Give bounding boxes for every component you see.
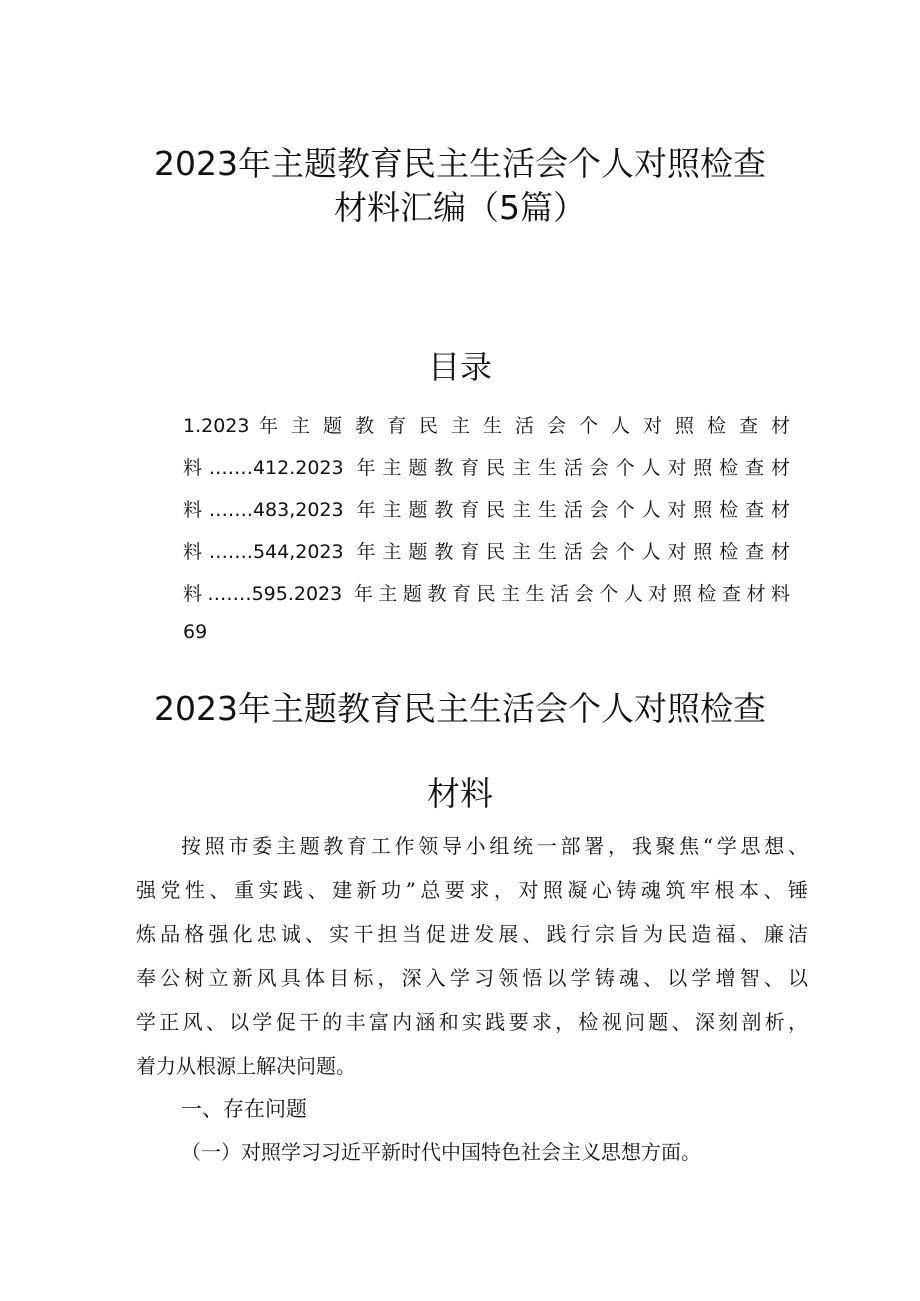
- paragraph-line: 按照市委主题教育工作领导小组统一部署，我聚焦“学思想、: [181, 834, 808, 858]
- toc-line: 料.……412.2023 年主题教育民主生活会个人对照检查材: [183, 457, 790, 479]
- toc-line: 料.……595.2023 年主题教育民主生活会个人对照检查材料: [183, 583, 790, 605]
- toc-line: 69: [183, 621, 208, 643]
- toc-heading: 目录: [427, 348, 492, 386]
- paragraph-line: 奉公树立新风具体目标，深入学习领悟以学铸魂、以学增智、以: [136, 966, 808, 990]
- document-title-line-2: 材料汇编（5篇）: [334, 188, 586, 227]
- paragraph-line: 学正风、以学促干的丰富内涵和实践要求，检视问题、深刻剖析，: [136, 1010, 808, 1034]
- toc-line: 料…….544,2023 年主题教育民主生活会个人对照检查材: [183, 541, 790, 563]
- paragraph-line: 强党性、重实践、建新功”总要求，对照凝心铸魂筑牢根本、锤: [136, 878, 808, 902]
- article-title-line-2: 材料: [427, 774, 493, 813]
- paragraph-line: 着力从根源上解决问题。: [136, 1054, 356, 1078]
- article-title-line-1: 2023年主题教育民主生活会个人对照检查: [154, 689, 766, 728]
- document-title-line-1: 2023年主题教育民主生活会个人对照检查: [154, 144, 766, 183]
- toc-line: 料…….483,2023 年主题教育民主生活会个人对照检查材: [183, 499, 790, 521]
- subsection-heading: （一）对照学习习近平新时代中国特色社会主义思想方面。: [181, 1140, 701, 1164]
- section-heading: 一、存在问题: [181, 1097, 307, 1121]
- paragraph-line: 炼品格强化忠诚、实干担当促进发展、践行宗旨为民造福、廉洁: [136, 922, 808, 946]
- toc-line: 1.2023 年 主 题 教 育 民 主 生 活 会 个 人 对 照 检 查 材: [183, 415, 790, 437]
